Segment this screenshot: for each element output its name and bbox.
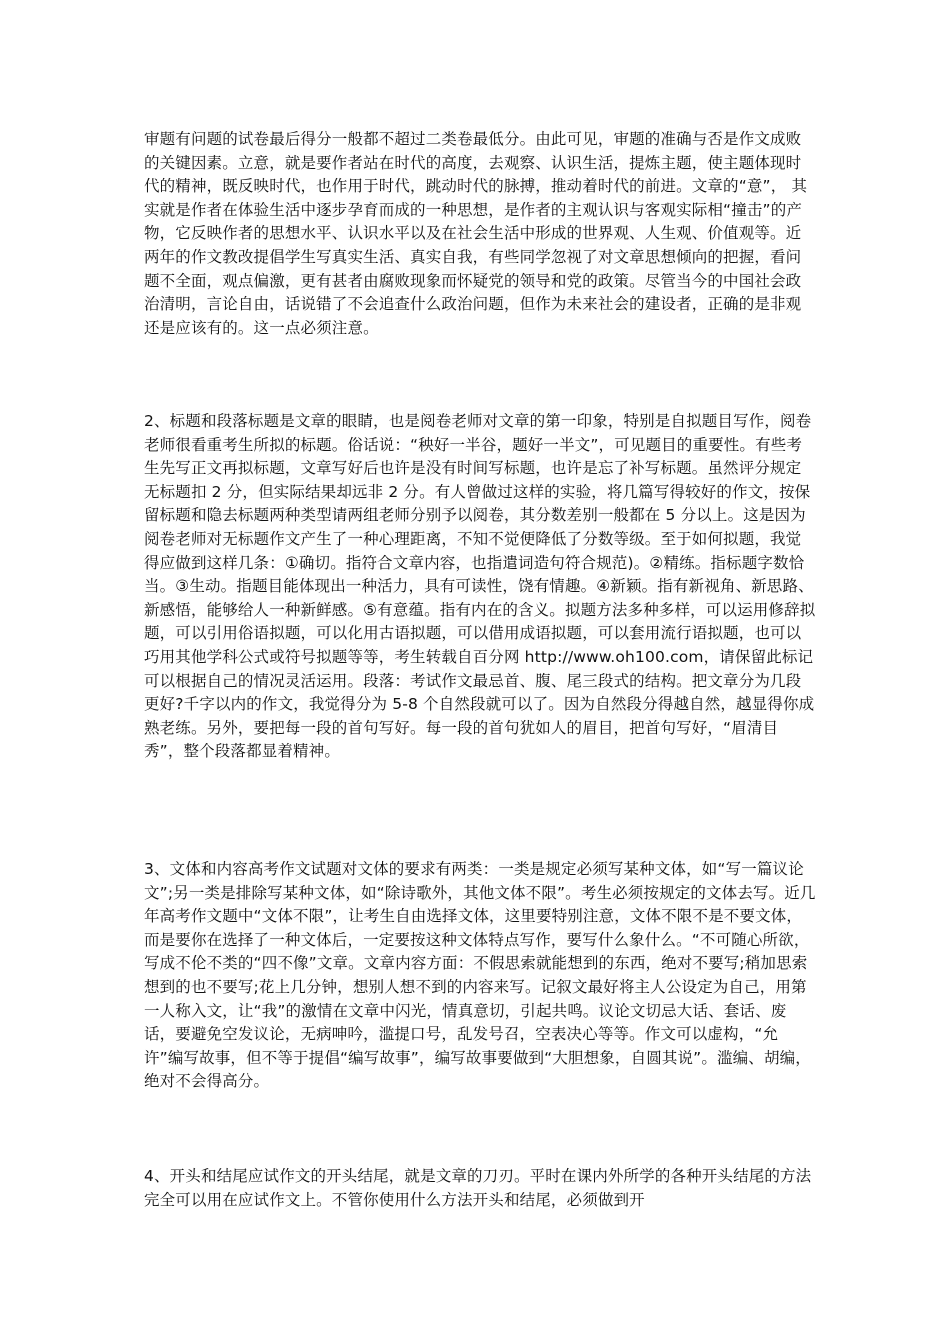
paragraph-genre-content: 3、文体和内容高考作文试题对文体的要求有两类：一类是规定必须写某种文体，如“写一篇议论文”;另一类是排除写某种文体，如“除诗歌外，其他文体不限”。考生必须按规定的文体去写。近几年高考作文题中“文体不限”，让考生自由选择文体，这里要特别注意，文体不限不是不要文体，而是要你在选择了一种文体后，一定要按这种文体特点写作，要写什么象什么。“不可随心所欲，写成不伦不类的“四不像”文章。文章内容方面：不假思索就能想到的东西，绝对不要写;稍加思索想到的也不要写;花上几分钟，想别人想不到的内容来写。记叙文最好将主人公设定为自己，用第一人称入文，让“我”的激情在文章中闪光，情真意切，引起共鸣。议论文切忌大话、套话、废话，要避免空发议论，无病呻吟，滥提口号，乱发号召，空表决心等等。作文可以虚构，“允许”编写故事，但不等于提倡“编写故事”，编写故事要做到“大胆想象，自圆其说”。滥编、胡编，绝对不会得高分。 — [144, 860, 816, 1091]
paragraph-topic-review: 审题有问题的试卷最后得分一般都不超过二类卷最低分。由此可见，审题的准确与否是作文成败的关键因素。立意，就是要作者站在时代的高度，去观察、认识生活，提炼主题，使主题体现时代的精神，既反映时代，也作用于时代，跳动时代的脉搏，推动着时代的前进。文章的“意”， 其实就是作者在体验生活中逐步孕育而成的一种思想，是作者的主观认识与客观实际相“撞击”的产物，它反映作者的思想水平、认识水平以及在社会生活中形成的世界观、人生观、价值观等。近两年的作文教改提倡学生写真实生活、真实自我，有些同学忽视了对文章思想倾向的把握，看问题不全面，观点偏激，更有甚者由腐败现象而怀疑党的领导和党的政策。尽管当今的中国社会政治清明，言论自由，话说错了不会追查什么政治问题，但作为未来社会的建设者，正确的是非观还是应该有的。这一点必须注意。 — [144, 130, 808, 337]
paragraph-opening-ending: 4、开头和结尾应试作文的开头结尾，就是文章的刀刃。平时在课内外所学的各种开头结尾的方法完全可以用在应试作文上。不管你使用什么方法开头和结尾，必须做到开 — [144, 1167, 812, 1209]
paragraph-titles: 2、标题和段落标题是文章的眼睛，也是阅卷老师对文章的第一印象，特别是自拟题目写作，阅卷老师很看重考生所拟的标题。俗话说：“秧好一半谷，题好一半文”，可见题目的重要性。有些考生先写正文再拟标题，文章写好后也许是没有时间写标题，也许是忘了补写标题。虽然评分规定无标题扣 2 分，但实际结果却远非 2 分。有人曾做过这样的实验，将几篇写得较好的作文，按保留标题和隐去标题两种类型请两组老师分别予以阅卷，其分数差别一般都在 5 分以上。这是因为阅卷老师对无标题作文产生了一种心理距离，不知不觉便降低了分数等级。至于如何拟题，我觉得应做到这样几条：①确切。指符合文章内容，也指遣词造句符合规范)。②精练。指标题字数恰当。③生动。指题目能体现出一种活力，具有可读性，饶有情趣。④新颖。指有新视角、新思路、新感悟，能够给人一种新鲜感。⑤有意蕴。指有内在的含义。拟题方法多种多样，可以运用修辞拟题，可以引用俗语拟题，可以化用古语拟题，可以借用成语拟题，可以套用流行语拟题，也可以巧用其他学科公式或符号拟题等等，考生转载自百分网 http://www.oh100.com，请保留此标记可以根据自己的情况灵活运用。段落：考试作文最忌首、腹、尾三段式的结构。把文章分为几段更好?千字以内的作文，我觉得分为 5-8 个自然段就可以了。因为自然段分得越自然，越显得你成熟老练。另外，要把每一段的首句写好。每一段的首句犹如人的眉目，把首句写好，“眉清目秀”，整个段落都显着精神。 — [144, 412, 816, 761]
